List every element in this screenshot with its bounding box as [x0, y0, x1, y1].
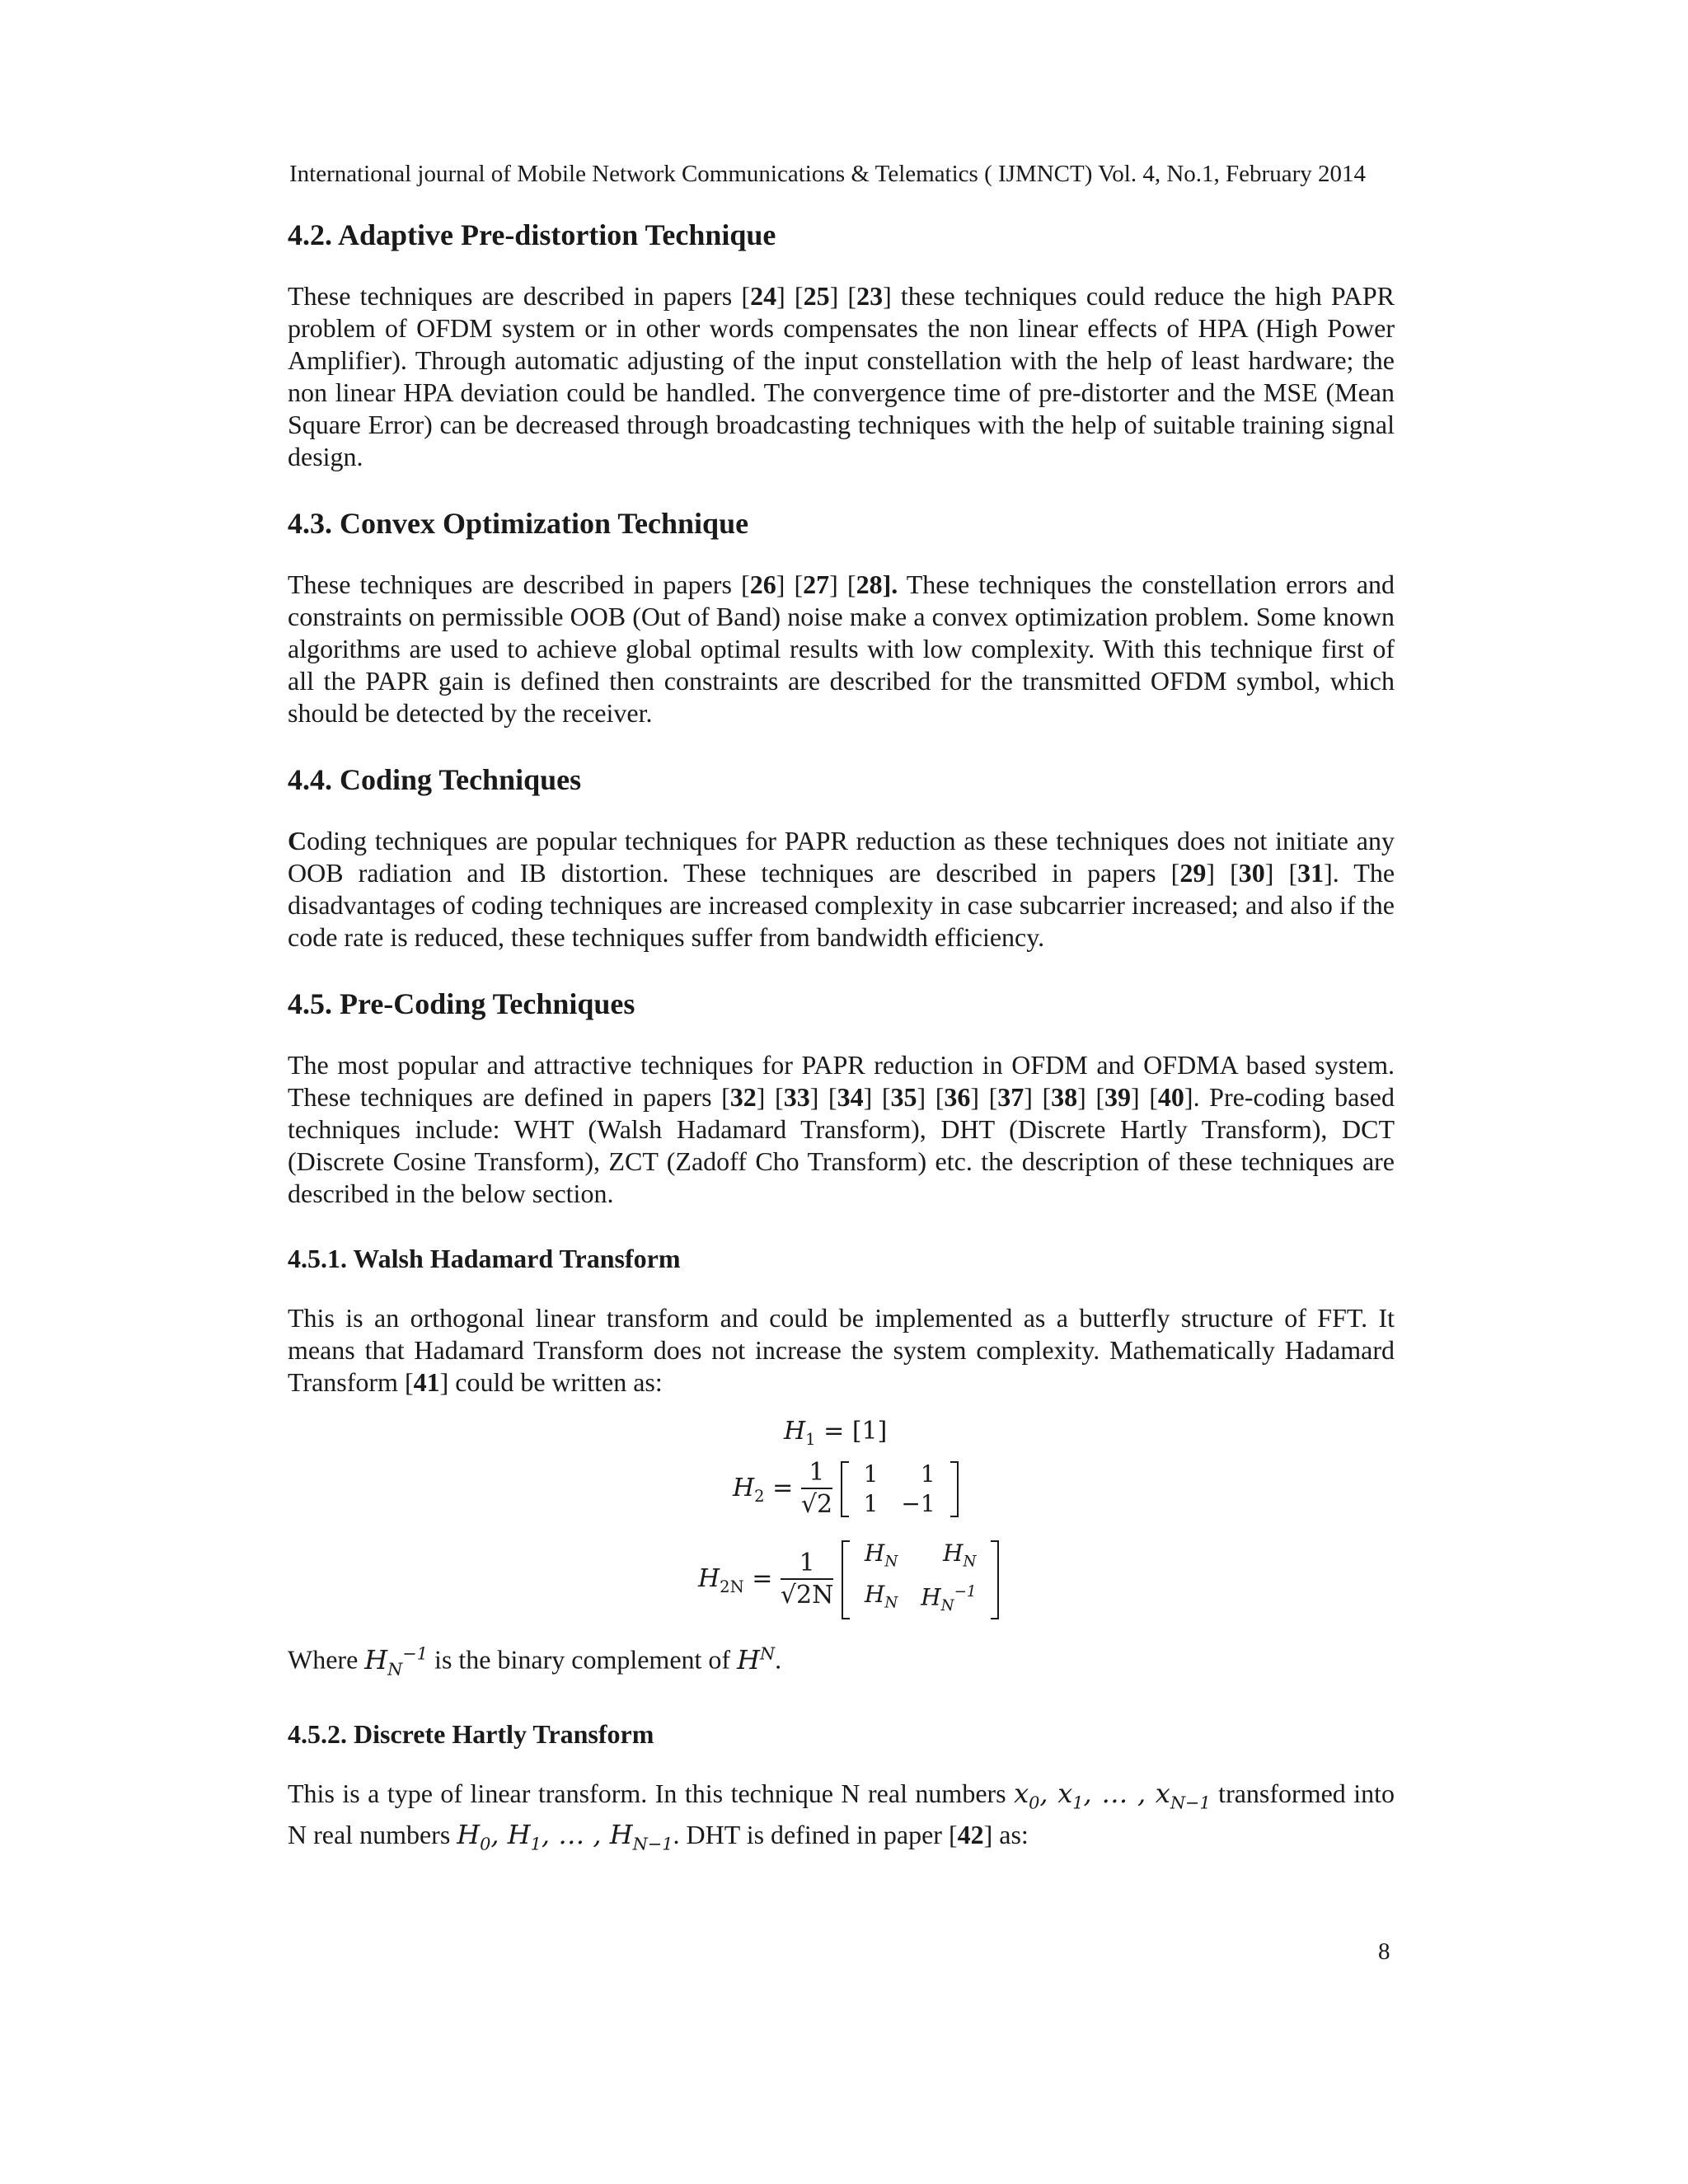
matrix-h2: 1 1 1 −1	[841, 1460, 959, 1519]
section-heading-4-3: 4.3. Convex Optimization Technique	[288, 507, 749, 540]
paragraph-4-5: The most popular and attractive techniques for PAPR reduction in OFDM and OFDMA based system. These techniques are defined in papers [32] [33] [34] [35] [36] [37] [38] [39] [40]. Pre-coding based techniques include: WHT (Walsh Hadamard Transform), DHT (Discrete Hartly Transform), DCT (Discrete Cosine Transform), ZCT (Zadoff Cho Transform) etc. the description of these techniques are described in the below section.	[288, 1050, 1395, 1208]
page-content	[288, 213, 1395, 1861]
section-heading-4-4: 4.4. Coding Techniques	[288, 763, 582, 796]
paragraph-4-4: Coding techniques are popular techniques for PAPR reduction as these techniques does not initiate any OOB radiation and IB distortion. These techniques are described in papers [29] [30] [31]. The disadvantages of coding techniques are increased complexity in case subcarrier increased; and also if the code rate is reduced, these techniques suffer from bandwidth efficiency.	[288, 826, 1395, 952]
paragraph-4-5-2: This is a type of linear transform. In this technique N real numbers $x_0$, $x_1$, … , $x_{N-1}$ transformed into N real numbers $H_0$, $H_1$, … , $H_{N-1}$. DHT is defined in paper [42] as:	[288, 1778, 1395, 1854]
paragraph-4-3: These techniques are described in papers [26] [27] [28]. These techniques the constellation errors and constraints on permissible OOB (Out of Band) noise make a convex optimization problem. Some known algorithms are used to achieve global optimal results with low complexity. With this technique first of all the PAPR gain is defined then constraints are described for the transmitted OFDM symbol, which should be detected by the receiver.	[288, 569, 1395, 728]
subsection-heading-4-5-2: 4.5.2. Discrete Hartly Transform	[288, 1719, 654, 1750]
matrix-h2n: $H_N$ $H_N$ $H_N$ $H_N^{-1}$	[842, 1539, 1000, 1621]
equation-h2: $H_2$ = $\frac{1}{√2}$ 1 1 1 −1	[733, 1458, 959, 1521]
page-number: 8	[1378, 1938, 1390, 1965]
paragraph-4-2: These techniques are described in papers [24] [25] [23] these techniques could reduce the high PAPR problem of OFDM system or in other words compensates the non linear effects of HPA (High Power Amplifier). Through automatic adjusting of the input constellation with the help of least hardware; the non linear HPA deviation could be handled. The convergence time of pre-distorter and the MSE (Mean Square Error) can be decreased through broadcasting techniques with the help of suitable training signal design.	[288, 281, 1395, 471]
section-heading-4-5: 4.5. Pre-Coding Techniques	[288, 987, 635, 1020]
equation-h2n: $H_{2N}$ = $\frac{1}{√2N}$ $H_N$ $H_N$ $H_N$ $H_N^{-1}$	[698, 1539, 999, 1621]
hadamard-equations	[288, 1399, 1395, 1654]
running-header: International journal of Mobile Network Communications & Telematics ( IJMNCT) Vol. 4, No.1, February 2014	[289, 161, 1366, 187]
paragraph-4-5-1: This is an orthogonal linear transform and could be implemented as a butterfly structure of FFT. It means that Hadamard Transform does not increase the system complexity. Mathematically Hadamard Transform [41] could be written as:	[288, 1303, 1395, 1397]
subsection-heading-4-5-1: 4.5.1. Walsh Hadamard Transform	[288, 1244, 681, 1273]
section-heading-4-2: 4.2. Adaptive Pre-distortion Technique	[288, 218, 776, 251]
where-line: Where $H_N^{-1}$ is the binary complement of $H^N$.	[288, 1643, 782, 1680]
equation-h1: $H_1 = [1]$	[784, 1417, 888, 1449]
